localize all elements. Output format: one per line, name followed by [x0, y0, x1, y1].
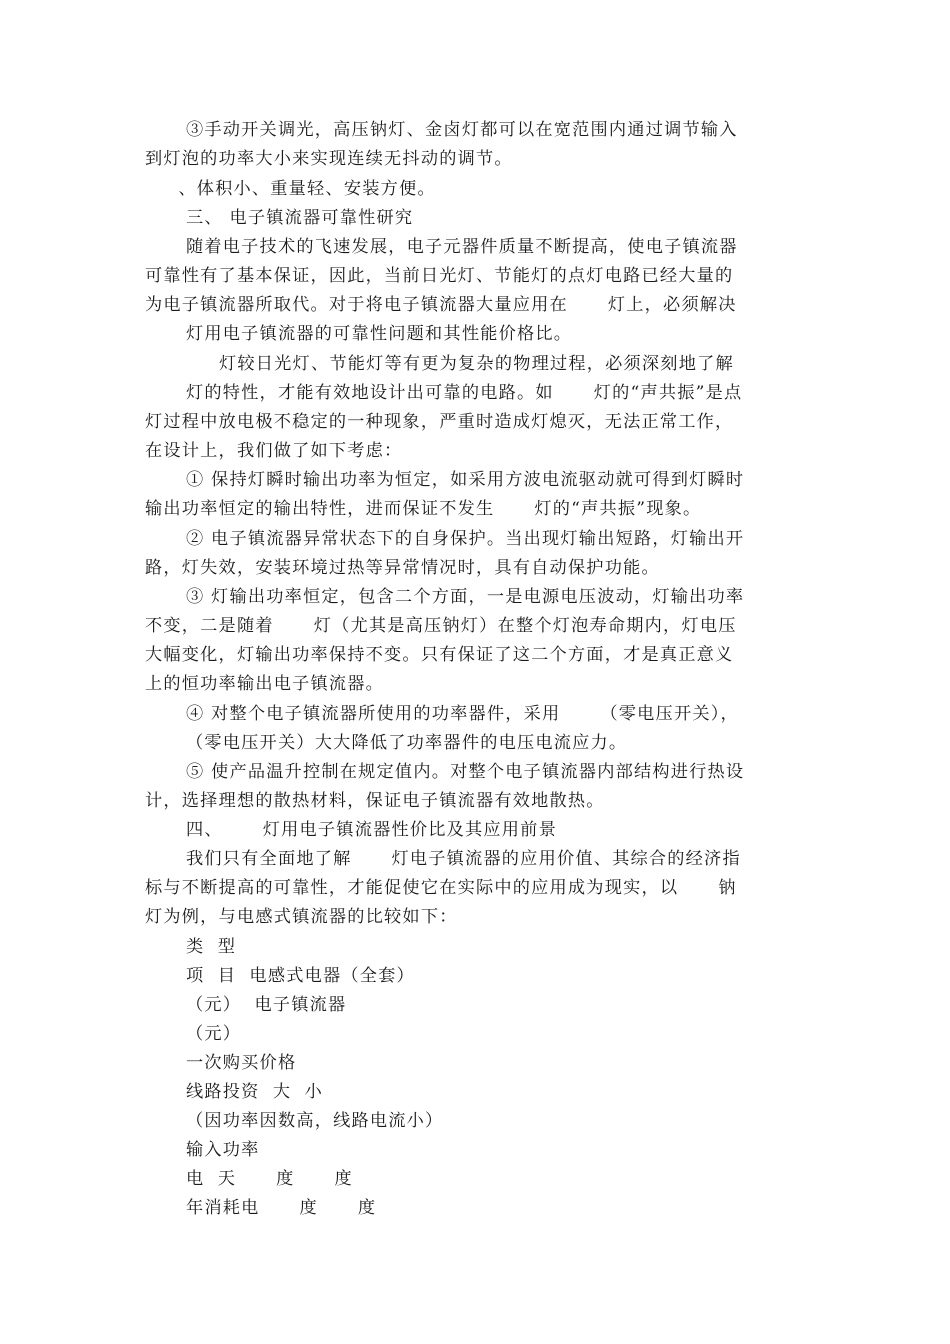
text-line: ④ 对整个电子镇流器所使用的功率器件，采用 （零电压开关）， [186, 704, 739, 724]
text-line: 灯的特性，才能有效地设计出可靠的电路。如 灯的“声共振”是点 [186, 383, 743, 403]
text-line: 为电子镇流器所取代。对于将电子镇流器大量应用在 灯上，必须解决 [145, 295, 737, 315]
table-text: （因功率因数高，线路电流小） [186, 1111, 444, 1131]
text-line: 我们只有全面地了解 灯电子镇流器的应用价值、其综合的经济指 [186, 849, 741, 869]
text-line: 计，选择理想的散热材料，保证电子镇流器有效地散热。 [145, 791, 605, 811]
text-line: 输出功率恒定的输出特性，进而保证不发生 灯的“声共振”现象。 [145, 499, 702, 519]
text-line: 灯过程中放电极不稳定的一种现象，严重时造成灯熄灭，无法正常工作， [145, 412, 734, 432]
text-line: 大幅变化，灯输出功率保持不变。只有保证了这二个方面，才是真正意义 [145, 645, 734, 665]
table-text: 年消耗电 度 度 [186, 1198, 377, 1218]
text-line: ⑤ 使产品温升控制在规定值内。对整个电子镇流器内部结构进行热设 [186, 762, 745, 782]
text-line: 灯较日光灯、节能灯等有更为复杂的物理过程，必须深刻地了解 [219, 354, 734, 374]
text-line: 到灯泡的功率大小来实现连续无抖动的调节。 [145, 149, 513, 169]
text-line: 标与不断提高的可靠性，才能促使它在实际中的应用成为现实，以 钠 [145, 878, 737, 898]
table-text: 输入功率 [186, 1140, 260, 1160]
text-line: ③ 灯输出功率恒定，包含二个方面，一是电源电压波动，灯输出功率 [186, 587, 745, 607]
text-line: ① 保持灯瞬时输出功率为恒定，如采用方波电流驱动就可得到灯瞬时 [186, 470, 745, 490]
section-heading: 三、 电子镇流器可靠性研究 [186, 208, 414, 228]
text-line: 灯用电子镇流器的可靠性问题和其性能价格比。 [186, 324, 573, 344]
text-line: ③手动开关调光，高压钠灯、金卤灯都可以在宽范围内通过调节输入 [186, 120, 738, 140]
text-line: 可靠性有了基本保证，因此，当前日光灯、节能灯的点灯电路已经大量的 [145, 266, 734, 286]
table-text: 电 天 度 度 [186, 1169, 353, 1189]
table-text: （元） [186, 1024, 242, 1044]
table-text: 一次购买价格 [186, 1053, 297, 1073]
text-line: 不变，二是随着 灯（尤其是高压钠灯）在整个灯泡寿命期内，灯电压 [145, 616, 737, 636]
section-heading: 四、 灯用电子镇流器性价比及其应用前景 [186, 820, 557, 840]
table-text: 线路投资 大 小 [186, 1082, 323, 1102]
text-line: 灯为例，与电感式镇流器的比较如下： [145, 907, 458, 927]
text-line: ② 电子镇流器异常状态下的自身保护。当出现灯输出短路，灯输出开 [186, 529, 745, 549]
text-line: 在设计上，我们做了如下考虑： [145, 441, 403, 461]
text-line: 、体积小、重量轻、安装方便。 [165, 179, 436, 199]
table-text: 类 型 [186, 937, 237, 957]
text-line: 路，灯失效，安装环境过热等异常情况时，具有自动保护功能。 [145, 558, 660, 578]
table-text: 项 目 电感式电器（全套） [186, 966, 415, 986]
text-line: 随着电子技术的飞速发展，电子元器件质量不断提高，使电子镇流器 [186, 237, 738, 257]
text-line: 上的恒功率输出电子镇流器。 [145, 674, 385, 694]
table-text: （元） 电子镇流器 [186, 995, 347, 1015]
text-line: （零电压开关）大大降低了功率器件的电压电流应力。 [186, 733, 628, 753]
